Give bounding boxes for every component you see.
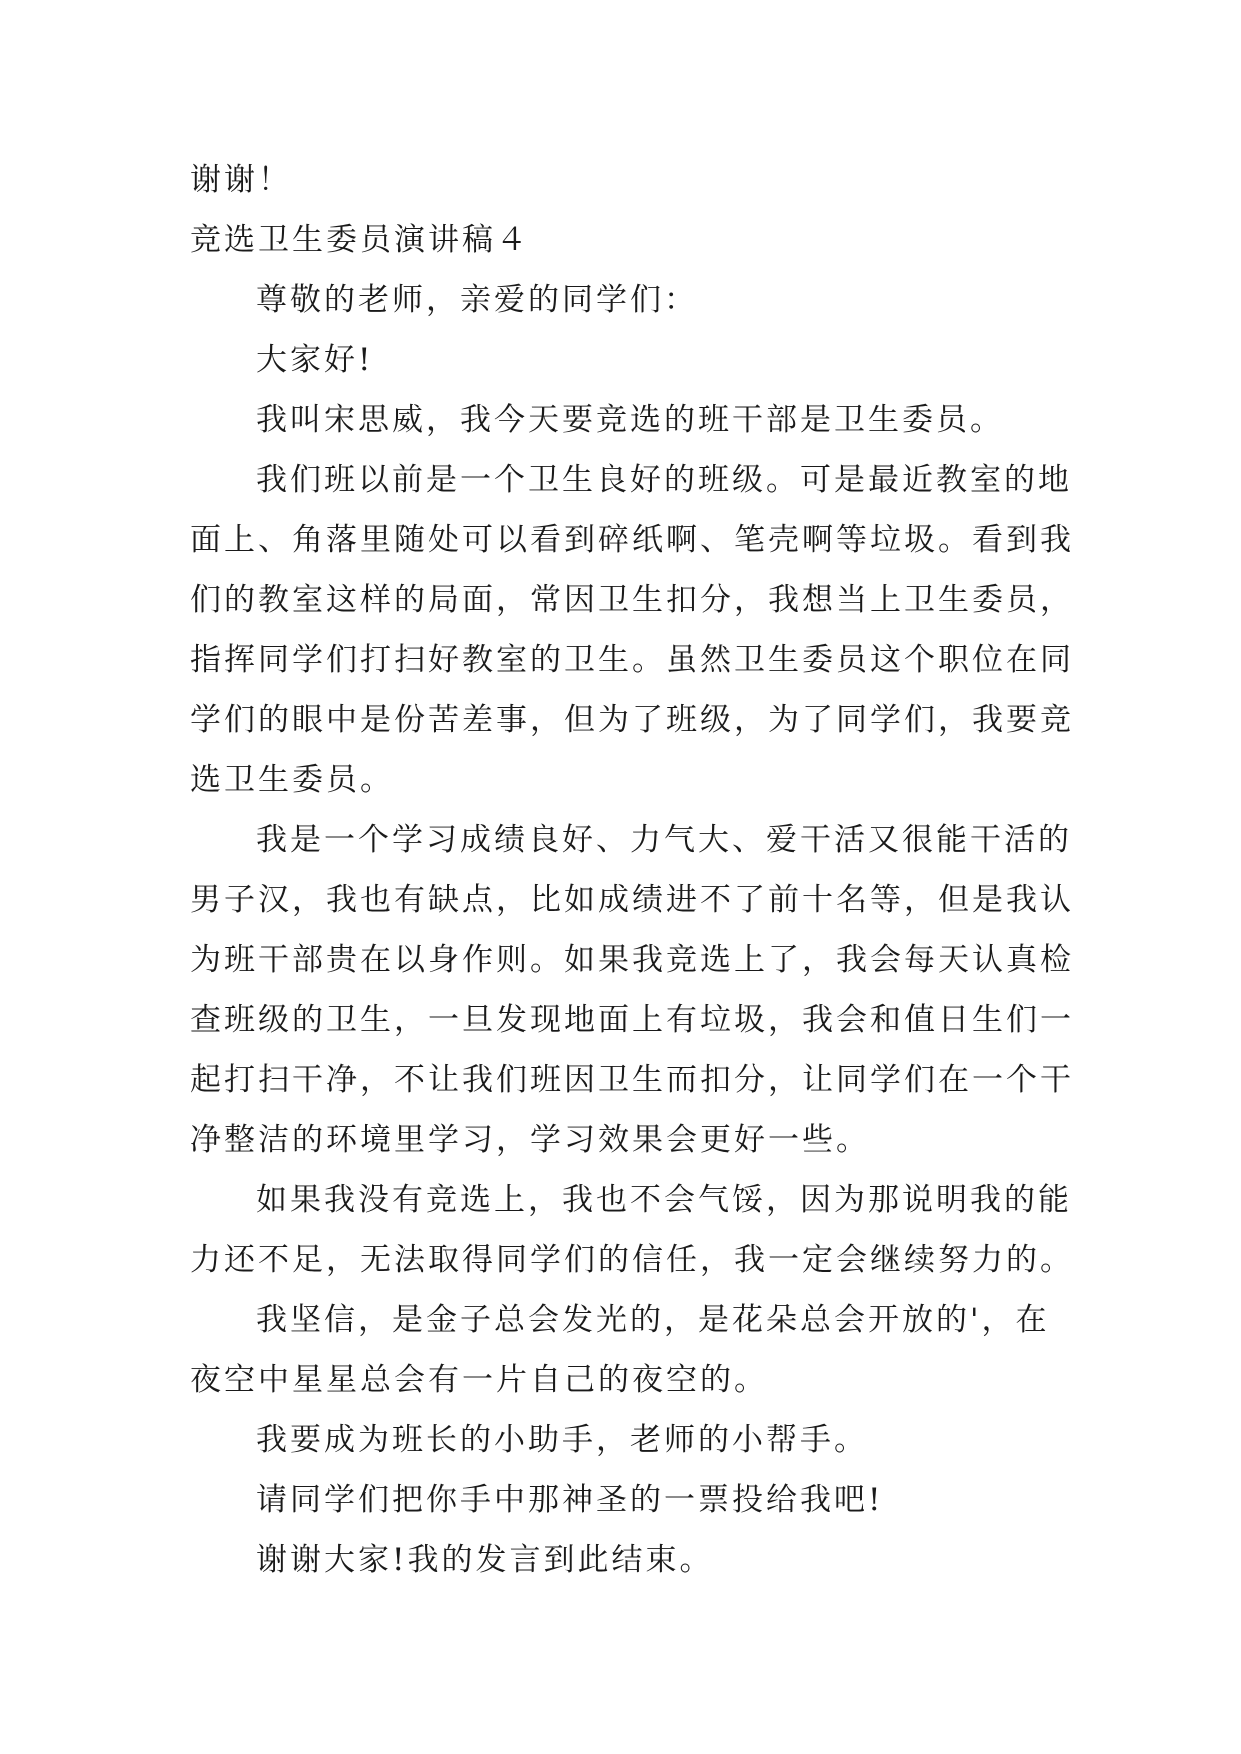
paragraph-line: 我们班以前是一个卫生良好的班级。可是最近教室的地 [256, 462, 1072, 498]
closing-line: 谢谢！ [190, 162, 292, 198]
paragraph-line: 起打扫干净，不让我们班因卫生而扣分，让同学们在一个干 [190, 1062, 1074, 1098]
paragraph-line: 我是一个学习成绩良好、力气大、爱干活又很能干活的 [256, 822, 1072, 858]
paragraph-line: 男子汉，我也有缺点，比如成绩进不了前十名等，但是我认 [190, 882, 1074, 918]
paragraph-line: 们的教室这样的局面，常因卫生扣分，我想当上卫生委员， [190, 582, 1074, 618]
paragraph-line: 为班干部贵在以身作则。如果我竞选上了，我会每天认真检 [190, 942, 1074, 978]
paragraph-2 [190, 810, 1074, 1170]
paragraph-4 [190, 1290, 1050, 1410]
paragraph-line: 力还不足，无法取得同学们的信任，我一定会继续努力的。 [190, 1242, 1074, 1278]
helper-line: 我要成为班长的小助手，老师的小帮手。 [256, 1422, 868, 1458]
hello-line: 大家好! [256, 342, 374, 378]
paragraph-line: 指挥同学们打扫好教室的卫生。虽然卫生委员这个职位在同 [190, 642, 1074, 678]
paragraph-line: 学们的眼中是份苦差事，但为了班级，为了同学们，我要竞 [190, 702, 1074, 738]
paragraph-3 [190, 1170, 1074, 1290]
vote-line: 请同学们把你手中那神圣的一票投给我吧! [256, 1482, 884, 1518]
paragraph-line: 夜空中星星总会有一片自己的夜空的。 [190, 1362, 768, 1398]
speech-title: 竞选卫生委员演讲稿４ [190, 222, 530, 258]
paragraph-1 [190, 450, 1074, 810]
document-body [190, 150, 1074, 1590]
paragraph-line: 查班级的卫生，一旦发现地面上有垃圾，我会和值日生们一 [190, 1002, 1074, 1038]
paragraph-line: 我坚信，是金子总会发光的，是花朵总会开放的'，在 [256, 1302, 1050, 1338]
paragraph-line: 净整洁的环境里学习，学习效果会更好一些。 [190, 1122, 870, 1158]
paragraph-line: 选卫生委员。 [190, 762, 394, 798]
intro-line: 我叫宋思威，我今天要竞选的班干部是卫生委员。 [256, 402, 1004, 438]
greeting-line: 尊敬的老师，亲爱的同学们： [256, 282, 698, 318]
ending-line: 谢谢大家!我的发言到此结束。 [256, 1542, 714, 1578]
paragraph-line: 如果我没有竞选上，我也不会气馁，因为那说明我的能 [256, 1182, 1072, 1218]
paragraph-line: 面上、角落里随处可以看到碎纸啊、笔壳啊等垃圾。看到我 [190, 522, 1074, 558]
